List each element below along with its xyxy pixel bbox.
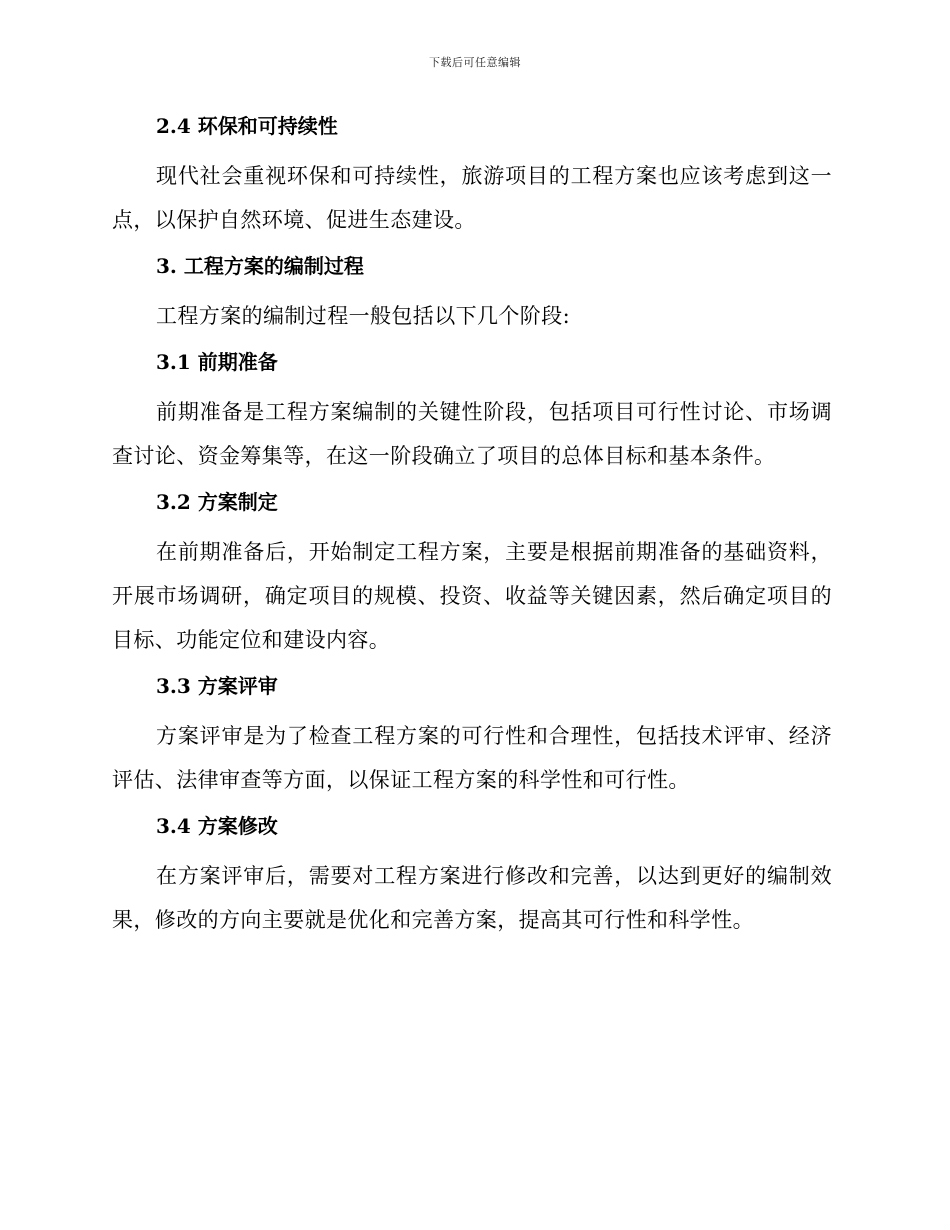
section-heading-2-4: 2.4 环保和可持续性 [156,114,338,138]
section-paragraph-3-3: 方案评审是为了检查工程方案的可行性和合理性，包括技术评审、经济评估、法律审查等方面，以保证工程方案的科学性和可行性。 [112,724,832,792]
section-heading-3-4: 3.4 方案修改 [156,814,278,838]
section-paragraph-3-4: 在方案评审后，需要对工程方案进行修改和完善，以达到更好的编制效果，修改的方向主要就是优化和完善方案，提高其可行性和科学性。 [112,864,832,932]
section-paragraph-2-4: 现代社会重视环保和可持续性，旅游项目的工程方案也应该考虑到这一点，以保护自然环境、促进生态建设。 [112,164,832,232]
page-header: 下载后可任意编辑 [429,56,521,69]
section-paragraph-3-2: 在前期准备后，开始制定工程方案，主要是根据前期准备的基础资料，开展市场调研，确定项目的规模、投资、收益等关键因素，然后确定项目的目标、功能定位和建设内容。 [112,540,832,652]
section-paragraph-3: 工程方案的编制过程一般包括以下几个阶段: [156,304,571,328]
section-heading-3-3: 3.3 方案评审 [156,674,278,698]
section-heading-3-1: 3.1 前期准备 [156,350,278,374]
section-heading-3: 3. 工程方案的编制过程 [156,254,364,278]
section-paragraph-3-1: 前期准备是工程方案编制的关键性阶段，包括项目可行性讨论、市场调查讨论、资金筹集等，在这一阶段确立了项目的总体目标和基本条件。 [112,400,832,468]
section-heading-3-2: 3.2 方案制定 [156,490,278,514]
document-body [112,112,832,942]
